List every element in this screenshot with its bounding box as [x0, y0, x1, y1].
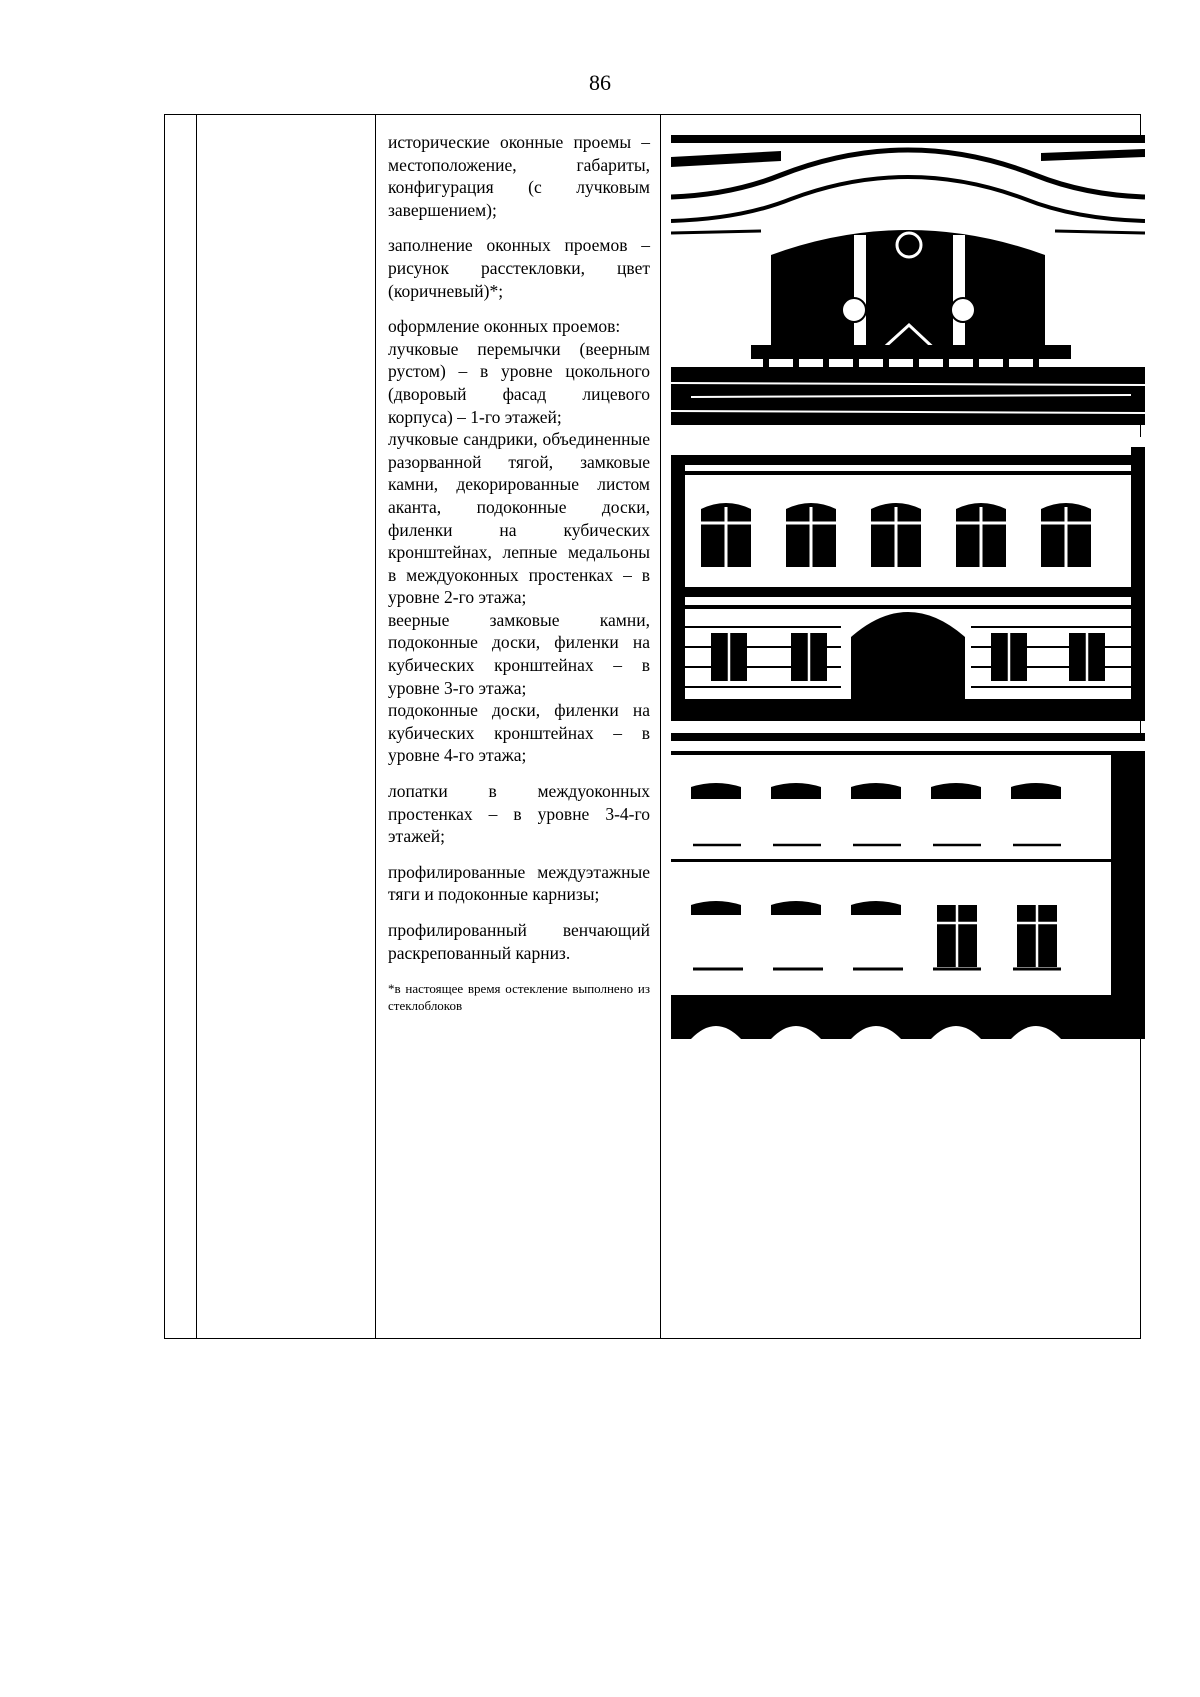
table-cell-photos — [661, 115, 1141, 1339]
arched-window-illustration — [671, 135, 1145, 425]
feature-window-decoration: оформление оконных проемов: — [388, 316, 621, 337]
features-table — [164, 114, 1141, 1339]
footnote: *в настоящее время остекление выполнено из стеклоблоков — [388, 981, 650, 1014]
photo-facade-gateway — [671, 437, 1145, 721]
feature-arched-lintels: лучковые перемычки (веерным рустом) – в уровне цокольного (дворовый фасад лицевого корпуса) – 1-го этажей; — [388, 338, 650, 427]
feature-second-floor: лучковые сандрики, объединенные разорванной тягой, замковые камни, декорированные листом аканта, подоконные доски, филенки на кубических кронштейнах, лепные медальоны в междуоконных простенках – в уровне 2-го этажа; — [388, 429, 650, 608]
feature-third-floor: веерные замковые камни, подоконные доски, филенки на кубических кронштейнах – в уровне 3-го этажа; — [388, 609, 650, 698]
table-row — [165, 115, 1141, 1339]
feature-string-courses: профилированные междуэтажные тяги и подоконные карнизы; — [388, 861, 650, 905]
feature-window-openings: исторические оконные проемы – местоположение, габариты, конфигурация (с лучковым завершением); — [388, 132, 650, 220]
photo-arched-window — [671, 135, 1145, 425]
page-number: 86 — [589, 70, 611, 95]
photo-upper-floors — [671, 733, 1145, 1039]
upper-floors-illustration — [671, 733, 1145, 1039]
feature-fourth-floor: подоконные доски, филенки на кубических кронштейнах – в уровне 4-го этажа; — [388, 700, 650, 766]
feature-cornice: профилированный венчающий раскрепованный карниз. — [388, 920, 650, 963]
table-cell-number — [165, 115, 197, 1339]
feature-pilasters: лопатки в междуоконных простенках – в уровне 3-4-го этажей; — [388, 781, 650, 847]
table-cell-description — [376, 115, 661, 1339]
table-cell-name — [197, 115, 376, 1339]
facade-gateway-illustration — [671, 437, 1145, 721]
feature-window-fill: заполнение оконных проемов – рисунок расстекловки, цвет (коричневый)*; — [388, 235, 650, 301]
